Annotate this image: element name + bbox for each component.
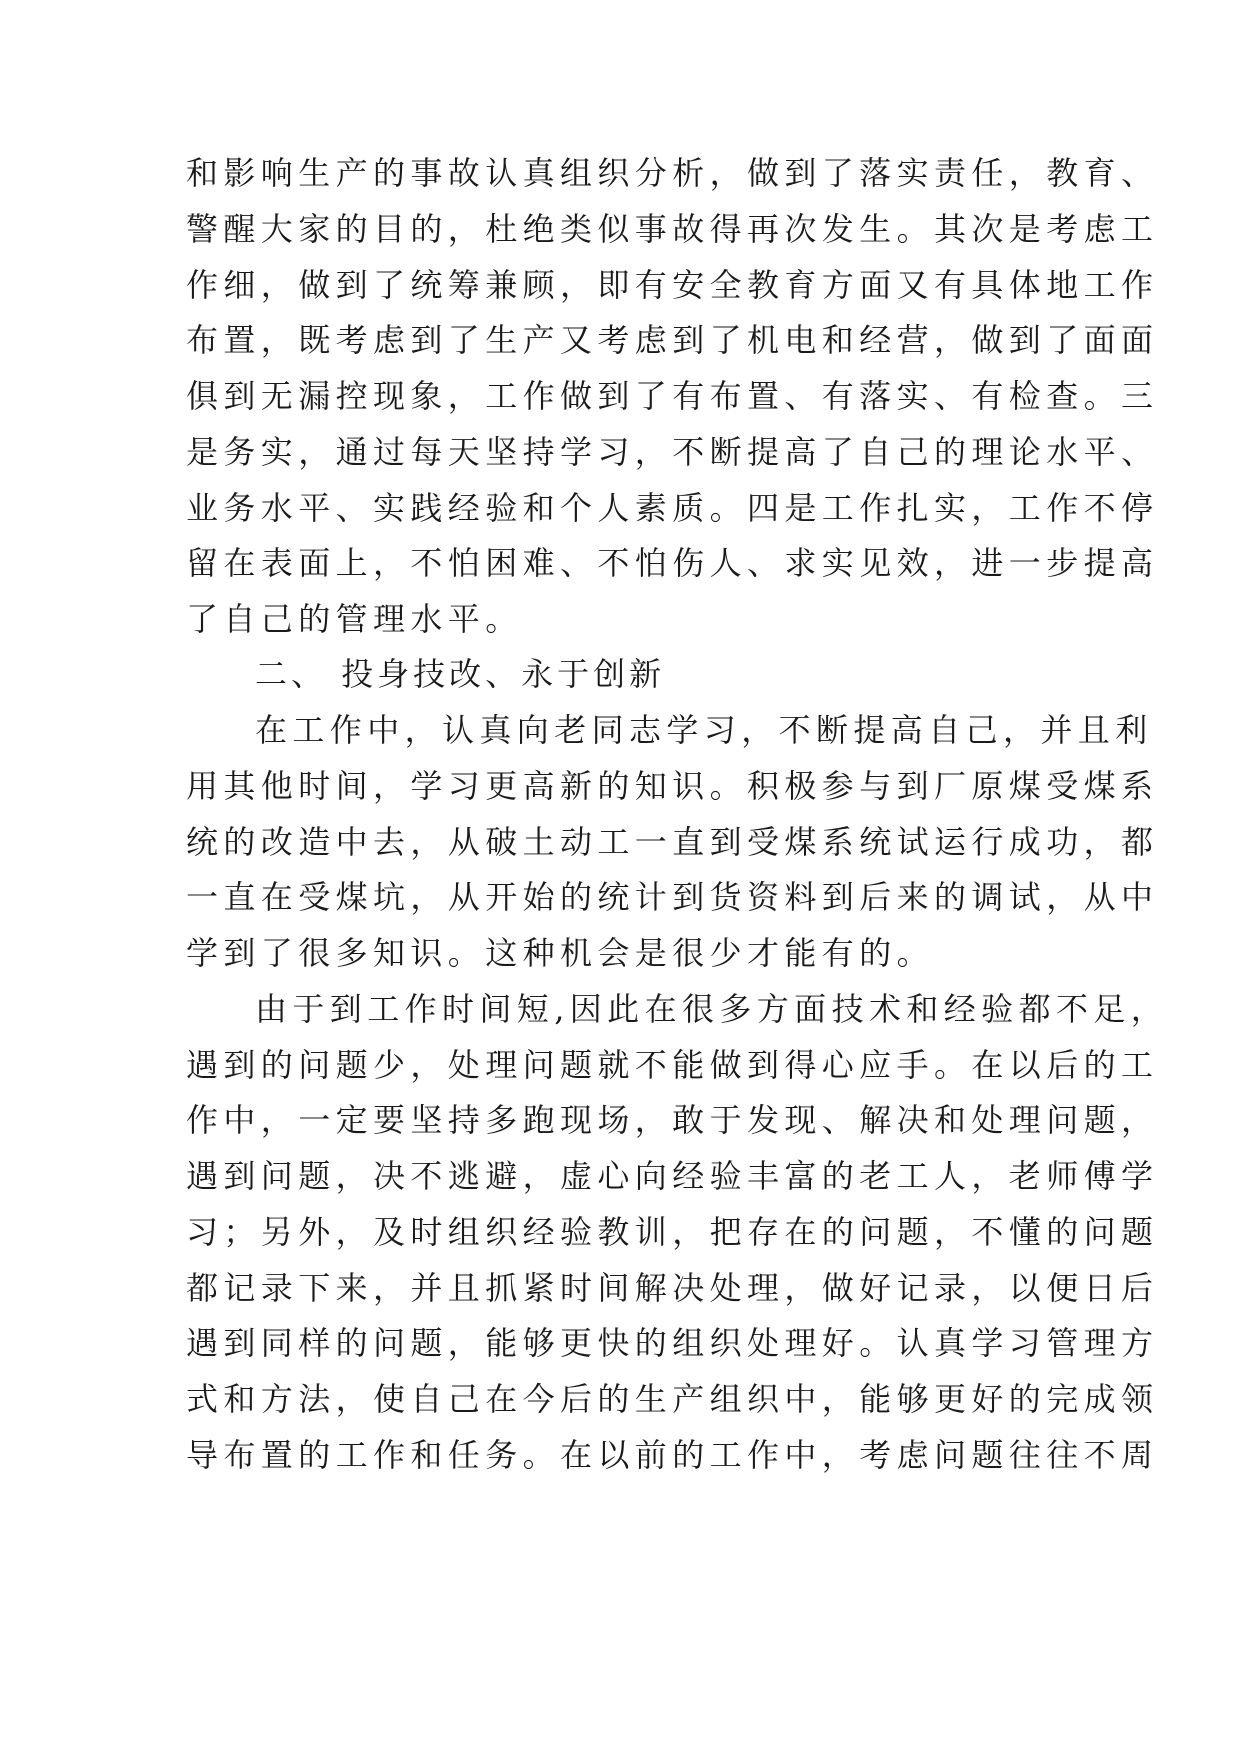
text-line: 遇到的问题少，处理问题就不能做到得心应手。在以后的工	[186, 1046, 1159, 1084]
text-line: 布置，既考虑到了生产又考虑到了机电和经营，做到了面面	[186, 321, 1159, 359]
text-line: 习；另外，及时组织经验教训，把存在的问题，不懂的问题	[186, 1213, 1159, 1251]
text-line: 作细，做到了统筹兼顾，即有安全教育方面又有具体地工作	[186, 266, 1159, 304]
text-line: 一直在受煤坑，从开始的统计到货资料到后来的调试，从中	[186, 878, 1159, 916]
text-line: 和影响生产的事故认真组织分析，做到了落实责任，教育、	[186, 154, 1159, 192]
text-line: 遇到同样的问题，能够更快的组织处理好。认真学习管理方	[186, 1324, 1159, 1362]
text-line: 遇到问题，决不逃避，虚心向经验丰富的老工人，老师傅学	[186, 1157, 1159, 1195]
text-line: 了自己的管理水平。	[186, 600, 523, 638]
text-line: 统的改造中去，从破土动工一直到受煤系统试运行成功，都	[186, 823, 1159, 861]
text-line: 导布置的工作和任务。在以前的工作中，考虑问题往往不周	[186, 1436, 1159, 1474]
text-line: 式和方法，使自己在今后的生产组织中，能够更好的完成领	[186, 1380, 1159, 1418]
text-line: 俱到无漏控现象，工作做到了有布置、有落实、有检查。三	[186, 377, 1159, 415]
text-line: 警醒大家的目的，杜绝类似事故得再次发生。其次是考虑工	[186, 210, 1159, 248]
text-line: 是务实，通过每天坚持学习，不断提高了自己的理论水平、	[186, 433, 1159, 471]
paragraph-start-line: 由于到工作时间短,因此在很多方面技术和经验都不足，	[255, 990, 1169, 1028]
text-line: 留在表面上，不怕困难、不怕伤人、求实见效，进一步提高	[186, 544, 1159, 582]
text-line: 业务水平、实践经验和个人素质。四是工作扎实，工作不停	[186, 489, 1159, 527]
paragraph-start-line: 在工作中，认真向老同志学习，不断提高自己，并且利	[255, 711, 1153, 749]
section-heading: 二、 投身技改、永于创新	[255, 655, 666, 693]
text-line: 作中，一定要坚持多跑现场，敢于发现、解决和处理问题，	[186, 1101, 1159, 1139]
text-line: 学到了很多知识。这种机会是很少才能有的。	[186, 934, 935, 972]
text-line: 用其他时间，学习更高新的知识。积极参与到厂原煤受煤系	[186, 767, 1159, 805]
text-line: 都记录下来，并且抓紧时间解决处理，做好记录，以便日后	[186, 1269, 1159, 1307]
